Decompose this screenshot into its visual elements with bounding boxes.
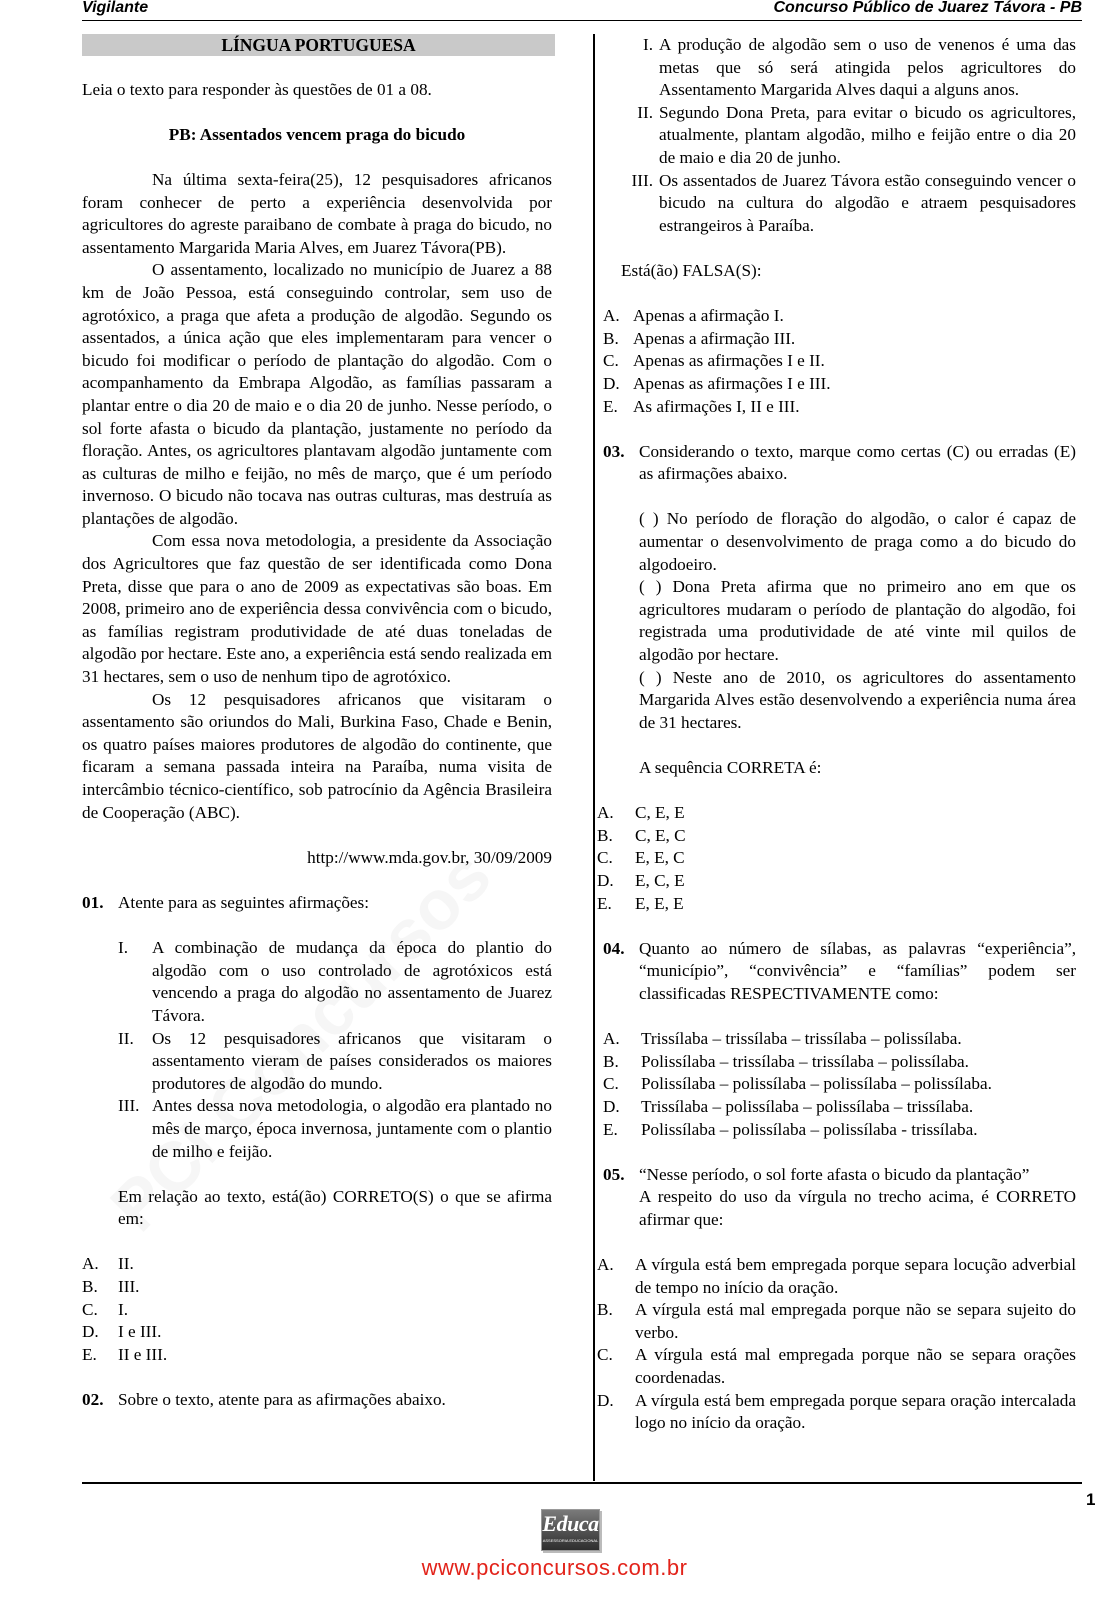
- question-ask: A sequência CORRETA é:: [639, 758, 822, 777]
- page-header: [82, 0, 1082, 21]
- statement: I. A combinação de mudança da época do plantio do algodão com o uso controlado de agrotóxicos está vencendo a praga do algodão no assentamento de Juarez Távora.: [118, 938, 552, 1025]
- answer-option[interactable]: D. Apenas as afirmações I e III.: [603, 373, 831, 393]
- question-03: [603, 441, 1076, 486]
- header-exam-title: Concurso Público de Juarez Távora - PB: [773, 0, 1082, 16]
- right-column: [597, 34, 1077, 1435]
- text-title: PB: Assentados vencem praga do bicudo: [168, 124, 466, 144]
- answer-blank[interactable]: ( ): [639, 667, 662, 687]
- question-prompt: Atente para as seguintes afirmações:: [118, 892, 370, 912]
- answer-option[interactable]: C. I.: [82, 1299, 129, 1319]
- answer-option[interactable]: C. Apenas as afirmações I e II.: [603, 351, 825, 371]
- answer-option[interactable]: E. Polissílaba – polissílaba – polissílaba - trissílaba.: [603, 1119, 978, 1139]
- answer-option[interactable]: A. C, E, E: [597, 803, 685, 823]
- answer-option[interactable]: A. A vírgula está bem empregada porque separa locução adverbial de tempo no início da oração.: [597, 1255, 1076, 1297]
- footer-rule: [82, 1482, 1082, 1484]
- statement: ( ) Neste ano de 2010, os agricultores do assentamento Margarida Alves estão desenvolvendo a experiência numa área de 31 hectares.: [639, 667, 1076, 732]
- answer-blank[interactable]: ( ): [639, 509, 659, 529]
- question-ask: A respeito do uso da vírgula no trecho acima, é CORRETO afirmar que:: [639, 1187, 1076, 1229]
- answer-option[interactable]: A. Trissílaba – trissílaba – trissílaba – polissílaba.: [603, 1029, 962, 1049]
- statement: ( ) Dona Preta afirma que no primeiro ano em que os agricultores mudaram o período de plantação do algodão, foi registrada uma produtividade de até vinte mil quilos de algodão por hectare.: [639, 577, 1076, 665]
- column-divider: [593, 34, 595, 1481]
- statement: II. Segundo Dona Preta, para evitar o bicudo os agricultores, atualmente, plantam algodão, milho e feijão entre o dia 20 de maio e dia 20 de junho.: [637, 102, 1076, 167]
- answer-option[interactable]: B. Polissílaba – trissílaba – trissílaba – polissílaba.: [603, 1051, 969, 1071]
- text-paragraph: Com essa nova metodologia, a presidente da Associação dos Agricultores que faz questão de ser identificada como Dona Preta, disse que para o ano de 2009 as expectativas são boas. Em 2008, primeiro ano de experiência dessa convivência com o bicudo, as famílias registram produtividade de até duas toneladas de algodão por hectare. Este ano, a experiência está sendo realizada em 31 hectares, sem o uso de nenhum tipo de agrotóxico.: [82, 531, 552, 687]
- answer-option[interactable]: E. E, E, E: [597, 893, 684, 913]
- answer-option[interactable]: D. E, C, E: [597, 870, 685, 890]
- answer-option[interactable]: E. As afirmações I, II e III.: [603, 396, 800, 416]
- question-prompt: Sobre o texto, atente para as afirmações abaixo.: [118, 1390, 446, 1410]
- reading-instruction: Leia o texto para responder às questões de 01 a 08.: [82, 79, 432, 99]
- text-paragraph: Os 12 pesquisadores africanos que visitaram o assentamento são oriundos do Mali, Burkina Faso, Chade e Benin, os quatro países maiores produtores de algodão do continente, que ficaram a semana passada inteira na Paraíba, numa visita de intercâmbio técnico-científico, sob patrocínio da Agência Brasileira de Cooperação (ABC).: [82, 689, 552, 822]
- question-04: [603, 938, 1076, 1006]
- answer-option[interactable]: C. E, E, C: [597, 848, 685, 868]
- question-02: [82, 1389, 552, 1412]
- answer-option[interactable]: E. II e III.: [82, 1344, 168, 1364]
- question-prompt: Considerando o texto, marque como certas (C) ou erradas (E) as afirmações abaixo.: [639, 441, 1076, 484]
- question-number: 03.: [603, 441, 625, 461]
- question-number: 05.: [603, 1164, 625, 1184]
- question-number: 04.: [603, 938, 625, 958]
- answer-option[interactable]: D. Trissílaba – polissílaba – polissílaba – trissílaba.: [603, 1096, 974, 1116]
- text-source: http://www.mda.gov.br, 30/09/2009: [307, 847, 552, 867]
- answer-option[interactable]: C. Polissílaba – polissílaba – polissílaba – polissílaba.: [603, 1074, 992, 1094]
- answer-option[interactable]: D. A vírgula está bem empregada porque separa oração intercalada logo no início da oração.: [597, 1390, 1076, 1433]
- question-ask: Em relação ao texto, está(ão) CORRETO(S) o que se afirma em:: [118, 1186, 552, 1229]
- answer-option[interactable]: A. II.: [82, 1254, 134, 1274]
- statement: I. A produção de algodão sem o uso de venenos é uma das metas que só será atingida pelos agricultores do Assentamento Margarida Alves daqui a alguns anos.: [642, 35, 1076, 100]
- statement: ( ) No período de floração do algodão, o calor é capaz de aumentar o desenvolvimento de praga como a do bicudo do algodoeiro.: [639, 509, 1077, 574]
- answer-blank[interactable]: ( ): [639, 577, 662, 597]
- question-prompt: “Nesse período, o sol forte afasta o bicudo da plantação”: [639, 1164, 1030, 1184]
- section-title: LÍNGUA PORTUGUESA: [82, 34, 555, 56]
- educa-logo: Educa ASSESSORIA EDUCACIONAL: [541, 1509, 600, 1551]
- text-paragraph: Na última sexta-feira(25), 12 pesquisadores africanos foram conhecer de perto a experiência desenvolvida por agricultores do agreste paraibano de combate à praga do bicudo, no assentamento Margarida Maria Alves, em Juarez Távora(PB).: [82, 169, 552, 257]
- answer-option[interactable]: B. Apenas a afirmação III.: [603, 328, 796, 348]
- answer-option[interactable]: C. A vírgula está mal empregada porque não se separa orações coordenadas.: [597, 1345, 1076, 1388]
- statement: II. Os 12 pesquisadores africanos que visitaram o assentamento vieram de países considerados os maiores produtores de algodão do mundo.: [118, 1028, 552, 1093]
- answer-option[interactable]: A. Apenas a afirmação I.: [603, 306, 784, 326]
- statement: III. Os assentados de Juarez Távora estão conseguindo vencer o bicudo na cultura do algodão e atraem pesquisadores estrangeiros à Paraíba.: [631, 170, 1076, 235]
- answer-option[interactable]: B. III.: [82, 1277, 140, 1297]
- question-prompt: Quanto ao número de sílabas, as palavras “experiência”, “município”, “convivência” e “famílias” podem ser classificadas RESPECTIVAMENTE como:: [639, 938, 1076, 1003]
- site-link[interactable]: www.pciconcursos.com.br: [421, 1555, 688, 1580]
- text-paragraph: O assentamento, localizado no município de Juarez a 88 km de João Pessoa, está conseguindo controlar, sem uso de agrotóxico, a praga que afeta a produção de algodão. Segundo os assentados, a única ação que eles implementaram para vencer o bicudo foi modificar o período de plantação do algodão. Com o acompanhamento da Embrapa Algodão, as famílias passaram a plantar entre o dia 20 de maio e o dia 20 de junho. Nesse período, o sol forte afasta o bicudo da plantação, justamente no período da floração. Antes, os agricultores plantavam algodão juntamente com as culturas de milho e feijão, no mês de março, que é um período invernoso. O bicudo não tocava nas outras culturas, mas destruía as plantações de algodão.: [82, 260, 552, 528]
- left-column: [82, 34, 552, 1412]
- page-number: 1: [1086, 1490, 1096, 1509]
- answer-option[interactable]: D. I e III.: [82, 1322, 162, 1342]
- question-number: 02.: [82, 1390, 104, 1410]
- question-number: 01.: [82, 892, 104, 912]
- answer-option[interactable]: B. C, E, C: [597, 825, 686, 845]
- question-ask: Está(ão) FALSA(S):: [621, 260, 762, 280]
- statement: III. Antes dessa nova metodologia, o algodão era plantado no mês de março, época invernosa, juntamente com o plantio de milho e feijão.: [118, 1096, 552, 1161]
- question-01: [82, 892, 552, 915]
- answer-option[interactable]: B. A vírgula está mal empregada porque não se separa sujeito do verbo.: [597, 1300, 1076, 1342]
- header-exam-role: Vigilante: [82, 0, 149, 16]
- question-05: [603, 1164, 1076, 1187]
